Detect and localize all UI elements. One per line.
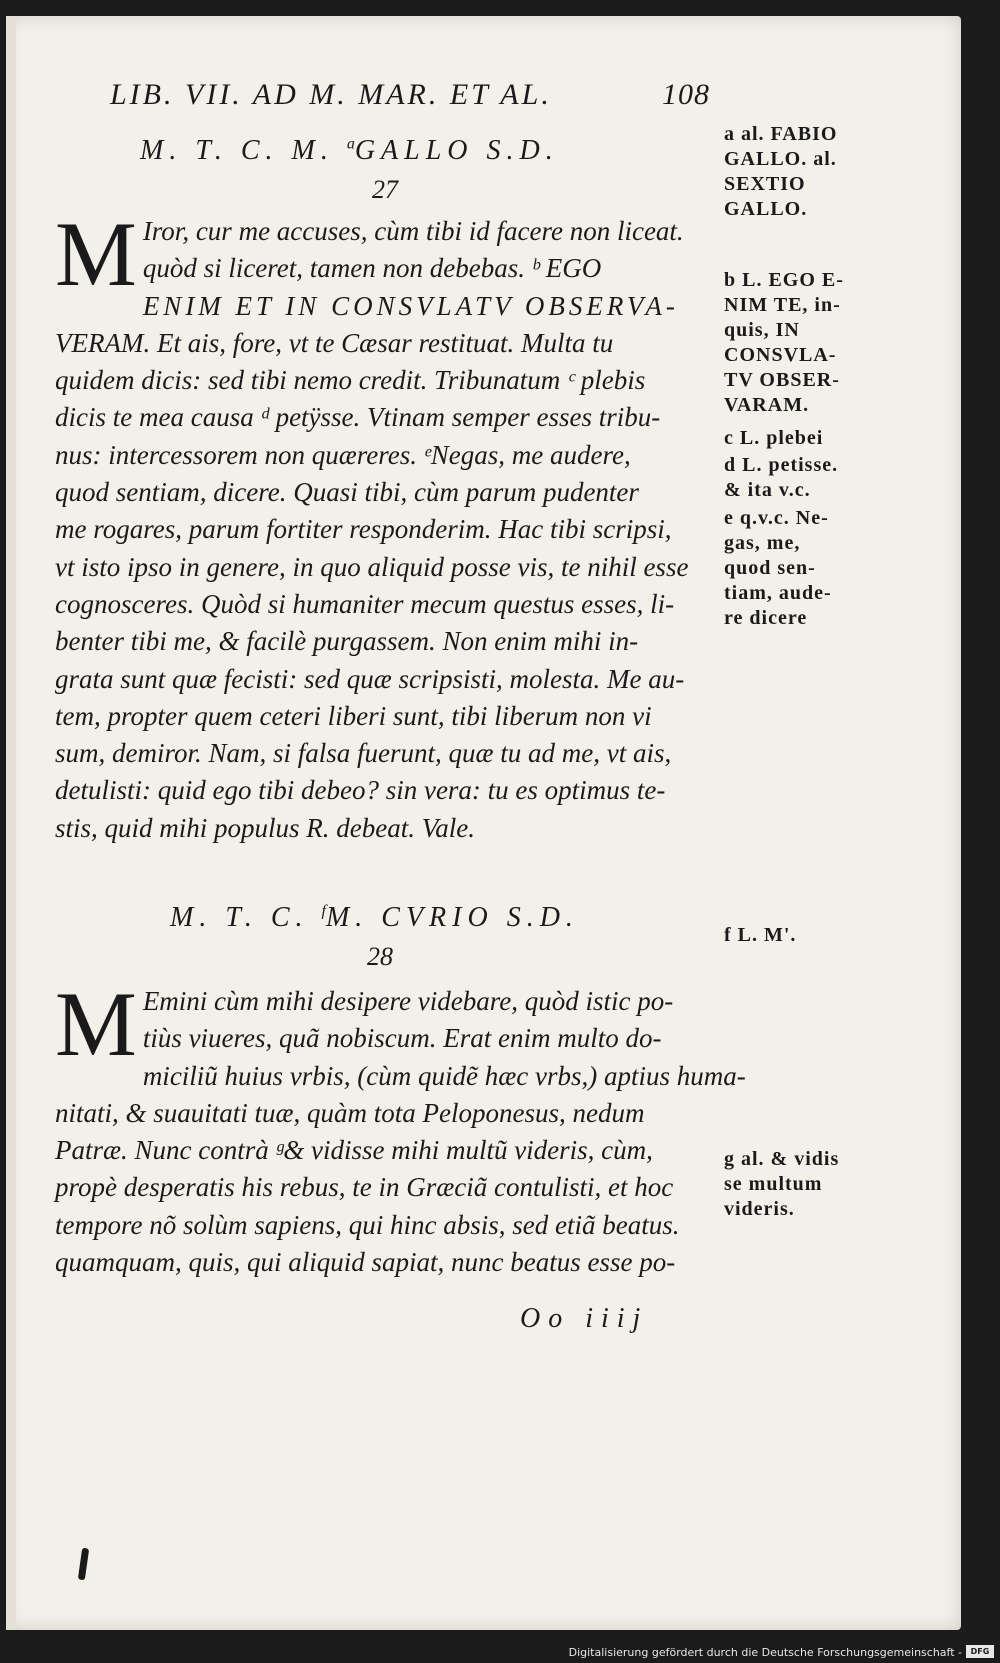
dfg-logo[interactable]: DFG	[966, 1645, 994, 1658]
margin-line: re dicere	[724, 607, 808, 629]
text-line: quamquam, quis, qui aliquid sapiat, nunc beatus esse po-	[55, 1247, 676, 1278]
text-line: quidem dicis: sed tibi nemo credit. Tribunatum ᶜ plebis	[55, 365, 646, 396]
margin-line: e q.v.c. Ne-	[724, 507, 829, 529]
text-line: detulisti: quid ego tibi debeo? sin vera: tu es optimus te-	[55, 775, 666, 806]
running-head	[110, 78, 710, 112]
margin-line: f L. M'.	[724, 924, 797, 946]
margin-line: GALLO. al.	[724, 148, 837, 170]
text-line: stis, quid mihi populus R. debeat. Vale.	[55, 812, 475, 843]
signature-mark: Oo iiij	[520, 1303, 649, 1334]
letter-28-title	[170, 902, 690, 934]
margin-note-g	[724, 1147, 874, 1222]
text-line: benter tibi me, & facilè purgassem. Non enim mihi in-	[55, 626, 639, 657]
margin-note-a	[724, 122, 874, 222]
letter-27-dropcap: M	[55, 203, 137, 305]
text-line: quod sentiam, dicere. Quasi tibi, cùm parum pudenter	[55, 477, 639, 508]
text-line: tem, propter quem ceteri liberi sunt, tibi liberum non vi	[55, 700, 652, 731]
margin-line: g al. & vidis	[724, 1148, 840, 1170]
letter-27-number: 27	[372, 175, 398, 204]
text-line: quòd si liceret, tamen non debebas. ᵇ EGO	[142, 253, 602, 284]
margin-line: CONSVLA-	[724, 344, 837, 366]
footer-bar	[0, 1641, 1000, 1663]
letter-27-body	[55, 203, 715, 847]
text-line: miciliũ huius vrbis, (cùm quidẽ hæc vrbs,) aptius huma-	[142, 1060, 746, 1091]
text-line: VERAM. Et ais, fore, vt te Cæsar restituat. Multa tu	[55, 327, 614, 358]
letter-27-title-sup: a	[346, 135, 355, 153]
letter-28-title-sup: f	[321, 902, 326, 920]
text-line: ENIM ET IN CONSVLATV OBSERVA-	[142, 290, 679, 321]
text-line: Iror, cur me accuses, cùm tibi id facere non liceat.	[142, 216, 684, 246]
text-line: propè desperatis his rebus, te in Græciã contulisti, et hoc	[55, 1172, 674, 1203]
margin-line: videris.	[724, 1198, 795, 1220]
margin-note-c	[724, 426, 874, 451]
letter-27-title-pre: M. T. C. M.	[140, 135, 334, 166]
margin-note-d	[724, 453, 874, 503]
margin-line: gas, me,	[724, 532, 801, 554]
letter-27-title-post: GALLO S.D.	[354, 135, 559, 166]
text-line: cognosceres. Quòd si humaniter mecum questus esses, li-	[55, 588, 675, 619]
text-line: nitati, & suauitati tuæ, quàm tota Peloponesus, nedum	[55, 1097, 645, 1128]
margin-line: NIM TE, in-	[724, 294, 841, 316]
margin-line: quod sen-	[724, 557, 816, 579]
letter-28-body	[55, 973, 746, 1281]
margin-line: SEXTIO	[724, 173, 806, 195]
letter-28-dropcap: M	[55, 973, 137, 1075]
margin-line: GALLO.	[724, 198, 808, 220]
margin-line: c L. plebei	[724, 427, 824, 449]
footer-credit: Digitalisierung gefördert durch die Deutsche Forschungsgemeinschaft -	[568, 1646, 962, 1659]
margin-line: & ita v.c.	[724, 479, 811, 501]
text-line: tiùs viueres, quã nobiscum. Erat enim multo do-	[142, 1023, 662, 1054]
margin-note-e	[724, 506, 874, 631]
text-line: vt isto ipso in genere, in quo aliquid posse vis, te nihil esse	[55, 551, 689, 582]
text-line: tempore nõ solùm sapiens, qui hinc absis, sed etiã beatus.	[55, 1209, 680, 1240]
margin-note-f	[724, 923, 874, 948]
text-line: dicis te mea causa ᵈ petÿsse. Vtinam semper esses tribu-	[55, 402, 661, 433]
letter-28-title-post: M. CVRIO S.D.	[325, 902, 579, 933]
text-line: sum, demiror. Nam, si falsa fuerunt, quæ tu ad me, vt ais,	[55, 738, 672, 769]
margin-line: d L. petisse.	[724, 454, 839, 476]
margin-line: b L. EGO E-	[724, 269, 844, 291]
margin-line: tiam, aude-	[724, 582, 832, 604]
text-line: Patræ. Nunc contrà ᵍ& vidisse mihi multũ videris, cùm,	[55, 1135, 653, 1166]
text-line: nus: intercessorem non quæreres. ᵉNegas, me audere,	[55, 439, 631, 470]
text-line: Emini cùm mihi desipere videbare, quòd istic po-	[142, 986, 674, 1016]
margin-line: a al. FABIO	[724, 123, 838, 145]
letter-28-title-pre: M. T. C.	[170, 902, 309, 933]
page-gutter	[6, 16, 16, 1630]
margin-line: VARAM.	[724, 394, 810, 416]
margin-line: quis, IN	[724, 319, 800, 341]
letter-27-title	[140, 135, 660, 167]
letter-28-number: 28	[367, 942, 393, 971]
text-line: grata sunt quæ fecisti: sed quæ scripsisti, molesta. Me au-	[55, 663, 685, 694]
folio-number: 108	[662, 78, 710, 111]
running-head-text: LIB. VII. AD M. MAR. ET AL.	[110, 78, 552, 111]
text-line: me rogares, parum fortiter responderim. Hac tibi scripsi,	[55, 514, 672, 545]
margin-note-b	[724, 268, 874, 418]
margin-line: TV OBSER-	[724, 369, 840, 391]
margin-line: se multum	[724, 1173, 823, 1195]
